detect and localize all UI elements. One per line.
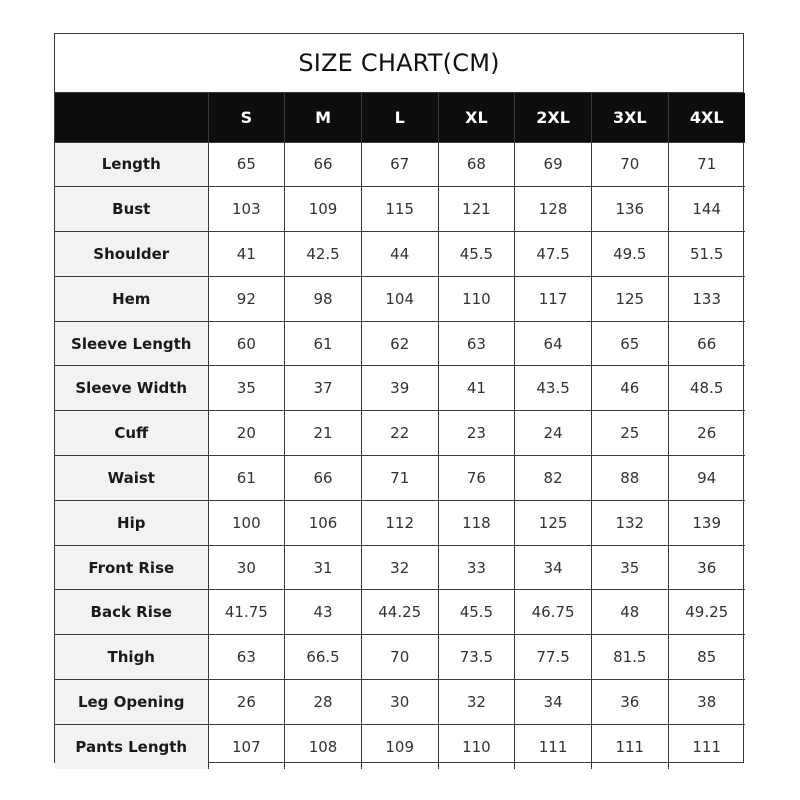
measurement-value: 100 [208, 500, 285, 545]
size-header-cell: XL [438, 93, 515, 142]
measurement-value: 61 [208, 456, 285, 501]
table-row [55, 680, 745, 725]
table-row [55, 187, 745, 232]
measurement-label: Sleeve Width [55, 366, 208, 411]
measurement-value: 73.5 [438, 635, 515, 680]
measurement-value: 98 [285, 276, 362, 321]
measurement-value: 71 [361, 456, 438, 501]
measurement-value: 94 [668, 456, 745, 501]
measurement-value: 71 [668, 142, 745, 187]
measurement-value: 66.5 [285, 635, 362, 680]
measurement-label: Shoulder [55, 232, 208, 277]
measurement-value: 39 [361, 366, 438, 411]
measurement-value: 43 [285, 590, 362, 635]
measurement-value: 133 [668, 276, 745, 321]
measurement-value: 44.25 [361, 590, 438, 635]
measurement-value: 34 [515, 545, 592, 590]
measurement-value: 25 [591, 411, 668, 456]
measurement-label: Leg Opening [55, 680, 208, 725]
measurement-value: 82 [515, 456, 592, 501]
measurement-label: Sleeve Length [55, 321, 208, 366]
measurement-value: 36 [591, 680, 668, 725]
size-table [55, 93, 745, 769]
measurement-value: 65 [208, 142, 285, 187]
measurement-value: 46.75 [515, 590, 592, 635]
measurement-value: 92 [208, 276, 285, 321]
table-row [55, 276, 745, 321]
measurement-value: 76 [438, 456, 515, 501]
measurement-value: 81.5 [591, 635, 668, 680]
measurement-value: 144 [668, 187, 745, 232]
measurement-value: 136 [591, 187, 668, 232]
measurement-value: 61 [285, 321, 362, 366]
measurement-value: 44 [361, 232, 438, 277]
measurement-value: 35 [591, 545, 668, 590]
measurement-value: 41 [438, 366, 515, 411]
measurement-label: Pants Length [55, 724, 208, 769]
measurement-value: 109 [361, 724, 438, 769]
measurement-value: 26 [668, 411, 745, 456]
measurement-value: 33 [438, 545, 515, 590]
table-row [55, 724, 745, 769]
measurement-label: Thigh [55, 635, 208, 680]
measurement-label: Hip [55, 500, 208, 545]
measurement-value: 139 [668, 500, 745, 545]
measurement-value: 38 [668, 680, 745, 725]
measurement-value: 132 [591, 500, 668, 545]
size-header-row [55, 93, 745, 142]
measurement-value: 60 [208, 321, 285, 366]
measurement-value: 118 [438, 500, 515, 545]
measurement-value: 111 [668, 724, 745, 769]
measurement-value: 69 [515, 142, 592, 187]
size-chart [54, 33, 744, 763]
measurement-value: 111 [591, 724, 668, 769]
measurement-value: 41 [208, 232, 285, 277]
table-row [55, 456, 745, 501]
measurement-value: 125 [591, 276, 668, 321]
size-header-cell: S [208, 93, 285, 142]
size-header-cell: 3XL [591, 93, 668, 142]
table-row [55, 411, 745, 456]
measurement-label: Back Rise [55, 590, 208, 635]
measurement-value: 117 [515, 276, 592, 321]
measurement-value: 45.5 [438, 232, 515, 277]
table-row [55, 635, 745, 680]
measurement-value: 64 [515, 321, 592, 366]
measurement-value: 66 [285, 142, 362, 187]
measurement-label: Waist [55, 456, 208, 501]
measurement-value: 67 [361, 142, 438, 187]
measurement-value: 32 [361, 545, 438, 590]
measurement-label: Front Rise [55, 545, 208, 590]
measurement-value: 88 [591, 456, 668, 501]
measurement-value: 43.5 [515, 366, 592, 411]
measurement-value: 46 [591, 366, 668, 411]
measurement-label: Cuff [55, 411, 208, 456]
measurement-value: 37 [285, 366, 362, 411]
measurement-value: 66 [668, 321, 745, 366]
measurement-value: 104 [361, 276, 438, 321]
measurement-value: 62 [361, 321, 438, 366]
measurement-value: 112 [361, 500, 438, 545]
measurement-value: 22 [361, 411, 438, 456]
measurement-value: 45.5 [438, 590, 515, 635]
measurement-value: 77.5 [515, 635, 592, 680]
measurement-value: 125 [515, 500, 592, 545]
size-table-body [55, 142, 745, 769]
measurement-value: 47.5 [515, 232, 592, 277]
measurement-value: 70 [591, 142, 668, 187]
measurement-value: 115 [361, 187, 438, 232]
size-header-cell: L [361, 93, 438, 142]
measurement-value: 65 [591, 321, 668, 366]
measurement-label: Length [55, 142, 208, 187]
measurement-value: 63 [208, 635, 285, 680]
measurement-value: 107 [208, 724, 285, 769]
measurement-value: 108 [285, 724, 362, 769]
measurement-value: 28 [285, 680, 362, 725]
measurement-value: 30 [361, 680, 438, 725]
measurement-value: 30 [208, 545, 285, 590]
measurement-value: 24 [515, 411, 592, 456]
measurement-value: 41.75 [208, 590, 285, 635]
measurement-value: 23 [438, 411, 515, 456]
table-row [55, 321, 745, 366]
measurement-value: 68 [438, 142, 515, 187]
measurement-value: 49.25 [668, 590, 745, 635]
measurement-value: 111 [515, 724, 592, 769]
measurement-value: 109 [285, 187, 362, 232]
measurement-value: 70 [361, 635, 438, 680]
table-row [55, 142, 745, 187]
measurement-value: 85 [668, 635, 745, 680]
table-row [55, 590, 745, 635]
measurement-value: 21 [285, 411, 362, 456]
measurement-value: 51.5 [668, 232, 745, 277]
size-header-cell: M [285, 93, 362, 142]
measurement-value: 110 [438, 276, 515, 321]
table-row [55, 545, 745, 590]
measurement-value: 36 [668, 545, 745, 590]
measurement-value: 35 [208, 366, 285, 411]
measurement-value: 63 [438, 321, 515, 366]
measurement-value: 66 [285, 456, 362, 501]
table-row [55, 366, 745, 411]
chart-title: SIZE CHART(CM) [55, 34, 743, 93]
measurement-value: 31 [285, 545, 362, 590]
header-corner-cell [55, 93, 208, 142]
table-row [55, 232, 745, 277]
measurement-value: 20 [208, 411, 285, 456]
size-header-cell: 2XL [515, 93, 592, 142]
size-header-cell: 4XL [668, 93, 745, 142]
measurement-value: 110 [438, 724, 515, 769]
measurement-value: 48.5 [668, 366, 745, 411]
measurement-value: 106 [285, 500, 362, 545]
measurement-value: 34 [515, 680, 592, 725]
measurement-value: 32 [438, 680, 515, 725]
measurement-value: 121 [438, 187, 515, 232]
measurement-value: 26 [208, 680, 285, 725]
measurement-label: Hem [55, 276, 208, 321]
measurement-label: Bust [55, 187, 208, 232]
measurement-value: 42.5 [285, 232, 362, 277]
measurement-value: 128 [515, 187, 592, 232]
measurement-value: 49.5 [591, 232, 668, 277]
measurement-value: 48 [591, 590, 668, 635]
table-row [55, 500, 745, 545]
measurement-value: 103 [208, 187, 285, 232]
